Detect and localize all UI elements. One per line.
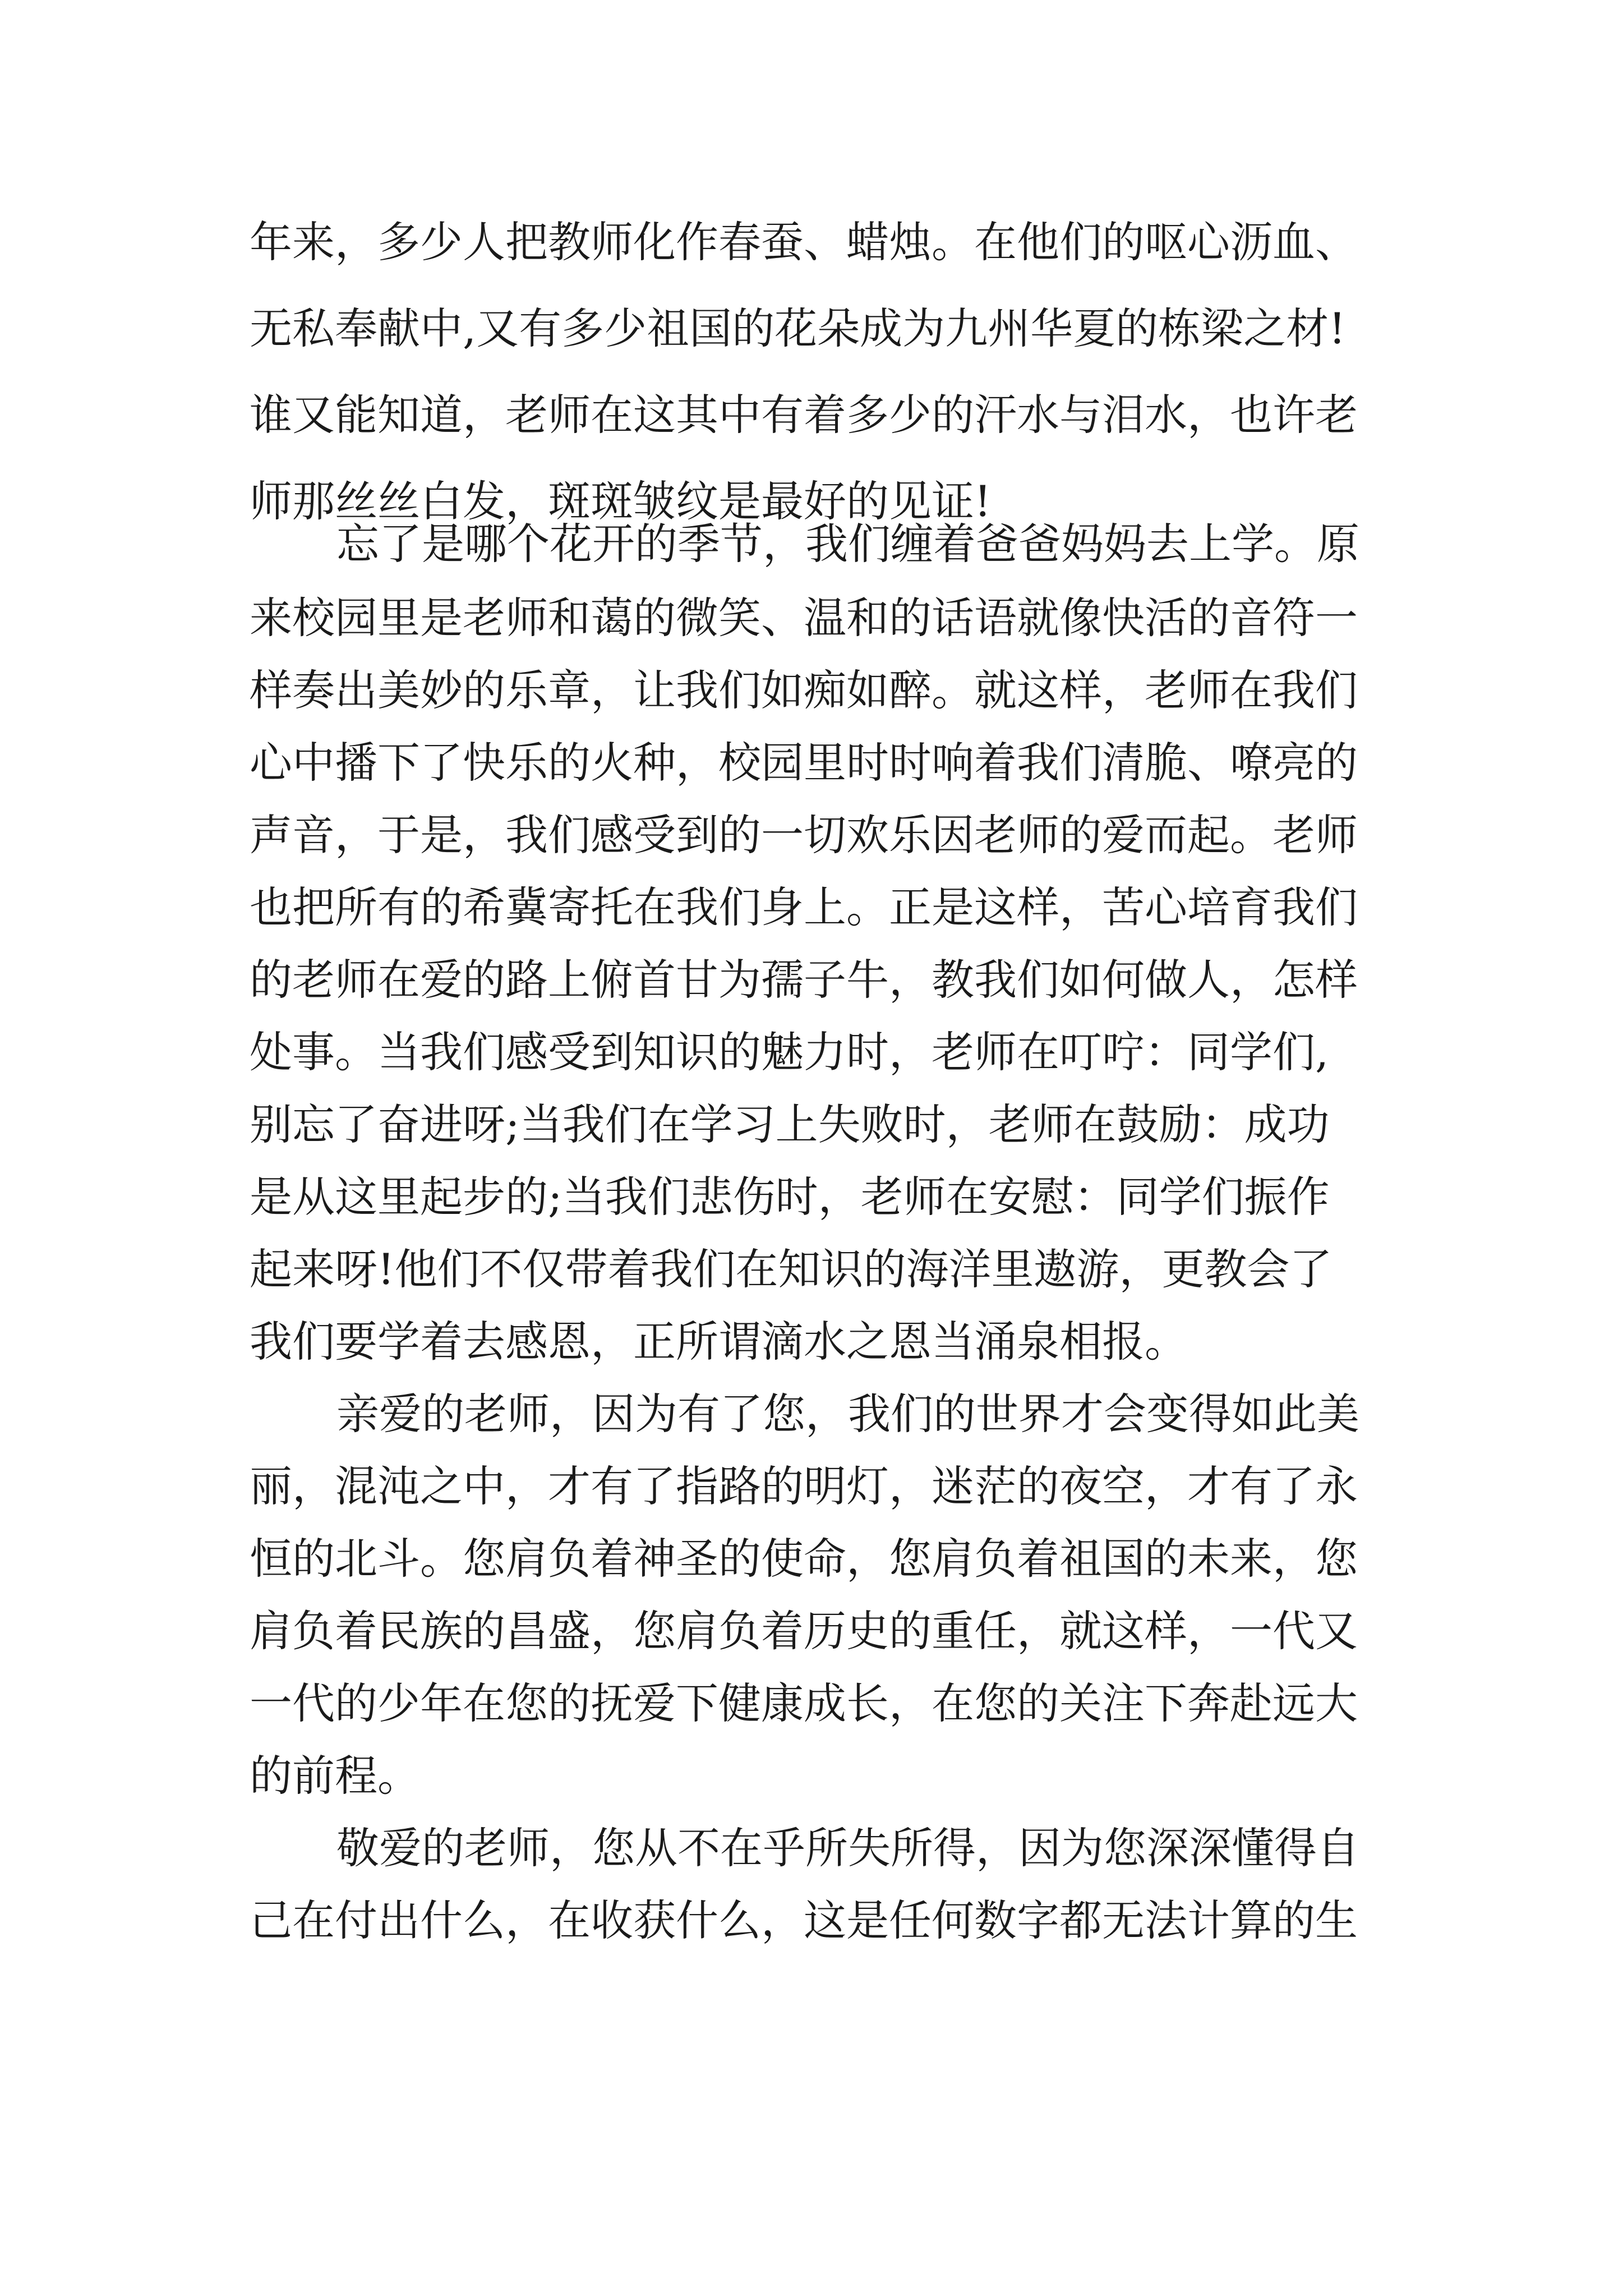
text-line: 无私奉献中,又有多少祖国的花朵成为九州华夏的栋梁之材! [250, 303, 1346, 353]
text-line: 来校园里是老师和蔼的微笑、温和的话语就像快活的音符一 [250, 593, 1358, 643]
text-line: 谁又能知道，老师在这其中有着多少的汗水与泪水，也许老 [250, 390, 1358, 440]
text-line: 丽，混沌之中，才有了指路的明灯，迷茫的夜空，才有了永 [250, 1461, 1358, 1511]
text-line: 别忘了奋进呀;当我们在学习上失败时，老师在鼓励：成功 [250, 1099, 1330, 1149]
text-line: 是从这里起步的;当我们悲伤时，老师在安慰：同学们振作 [250, 1172, 1330, 1222]
text-line: 一代的少年在您的抚爱下健康成长，在您的关注下奔赴远大 [250, 1678, 1358, 1728]
text-line: 样奏出美妙的乐章，让我们如痴如醉。就这样，老师在我们 [250, 665, 1358, 715]
text-line: 也把所有的希冀寄托在我们身上。正是这样，苦心培育我们 [250, 882, 1358, 932]
text-line: 亲爱的老师，因为有了您，我们的世界才会变得如此美 [336, 1389, 1359, 1439]
text-line: 敬爱的老师，您从不在乎所失所得，因为您深深懂得自 [336, 1823, 1359, 1873]
text-line: 心中播下了快乐的火种，校园里时时响着我们清脆、嘹亮的 [250, 738, 1358, 788]
text-line: 声音，于是，我们感受到的一切欢乐因老师的爱而起。老师 [250, 810, 1358, 860]
text-line: 我们要学着去感恩，正所谓滴水之恩当涌泉相报。 [250, 1317, 1187, 1366]
text-line: 己在付出什么，在收获什么，这是任何数字都无法计算的生 [250, 1895, 1358, 1945]
text-line: 的老师在爱的路上俯首甘为孺子牛，教我们如何做人，怎样 [250, 955, 1358, 1005]
text-line: 处事。当我们感受到知识的魅力时，老师在叮咛：同学们, [250, 1027, 1329, 1077]
text-line: 肩负着民族的昌盛，您肩负着历史的重任，就这样，一代又 [250, 1606, 1358, 1656]
text-line: 起来呀!他们不仅带着我们在知识的海洋里遨游，更教会了 [250, 1244, 1332, 1294]
text-line: 年来，多少人把教师化作春蚕、蜡烛。在他们的呕心沥血、 [250, 217, 1358, 267]
text-line: 师那丝丝白发，斑斑皱纹是最好的见证! [250, 476, 992, 526]
text-line: 的前程。 [250, 1751, 420, 1801]
text-line: 恒的北斗。您肩负着神圣的使命，您肩负着祖国的未来，您 [250, 1534, 1358, 1584]
text-line: 忘了是哪个花开的季节，我们缠着爸爸妈妈去上学。原 [336, 519, 1359, 569]
